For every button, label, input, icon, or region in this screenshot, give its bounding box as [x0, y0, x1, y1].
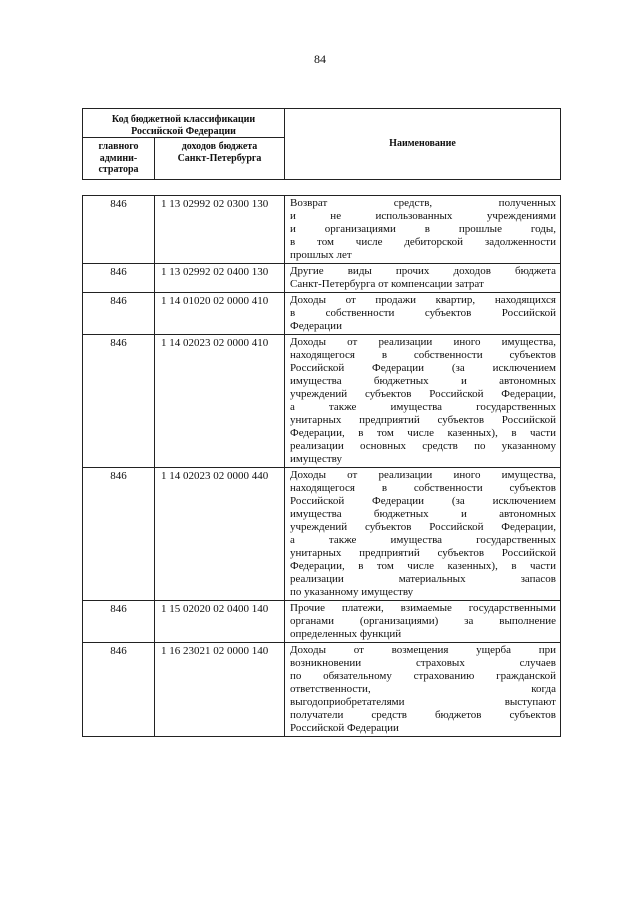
name-line: органами (организациями) за выполнение — [290, 615, 556, 627]
income-code-cell: 1 16 23021 02 0000 140 — [155, 643, 285, 737]
table-row — [83, 468, 561, 601]
admin-code-cell: 846 — [83, 335, 155, 468]
name-line: а также имущества государственных — [290, 401, 556, 413]
admin-code-cell: 846 — [83, 196, 155, 264]
name-line: учреждений субъектов Российской Федерации, — [290, 521, 556, 533]
name-line: Российской Федерации — [290, 722, 399, 734]
name-line: прошлых лет — [290, 249, 352, 261]
name-line: ответственности, когда — [290, 683, 556, 695]
name-line: имущества бюджетных и автономных — [290, 508, 556, 520]
name-line: учреждений субъектов Российской Федерации, — [290, 388, 556, 400]
name-line: возникновении страховых случаев — [290, 657, 556, 669]
income-code-cell: 1 14 01020 02 0000 410 — [155, 293, 285, 335]
name-line: Доходы от продажи квартир, находящихся — [290, 294, 556, 306]
name-line: реализации основных средств по указанному — [290, 440, 556, 452]
header-income-line2: Санкт-Петербурга — [177, 152, 262, 164]
income-code-cell: 1 13 02992 02 0300 130 — [155, 196, 285, 264]
table-row — [83, 264, 561, 293]
income-code-cell: 1 15 02020 02 0400 140 — [155, 601, 285, 643]
header-admin-line3: стратора — [98, 164, 139, 175]
name-cell — [285, 293, 561, 335]
table-header — [82, 108, 561, 180]
name-line: Доходы от реализации иного имущества, — [290, 336, 556, 348]
name-cell — [285, 643, 561, 737]
name-line: Доходы от возмещения ущерба при — [290, 644, 556, 656]
name-line: Другие виды прочих доходов бюджета — [290, 265, 556, 277]
table-row — [83, 335, 561, 468]
name-line: Федерации, в том числе казенных), в части — [290, 560, 556, 572]
name-cell — [285, 264, 561, 293]
name-line: Доходы от реализации иного имущества, — [290, 469, 556, 481]
name-line: находящегося в собственности субъектов — [290, 482, 556, 494]
header-code-group — [83, 109, 285, 138]
income-code-cell: 1 14 02023 02 0000 440 — [155, 468, 285, 601]
name-line: унитарных предприятий субъектов Российской — [290, 547, 556, 559]
name-line: а также имущества государственных — [290, 534, 556, 546]
name-line: Возврат средств, полученных — [290, 197, 556, 209]
name-line: находящегося в собственности субъектов — [290, 349, 556, 361]
table-row — [83, 293, 561, 335]
name-cell — [285, 601, 561, 643]
table-row — [83, 601, 561, 643]
table-body — [82, 195, 561, 737]
name-line: выгодоприобретателями выступают — [290, 696, 556, 708]
name-line: по обязательному страхованию гражданской — [290, 670, 556, 682]
header-income-line1: доходов бюджета — [181, 141, 258, 152]
name-cell — [285, 335, 561, 468]
admin-code-cell: 846 — [83, 468, 155, 601]
admin-code-cell: 846 — [83, 264, 155, 293]
name-line: Прочие платежи, взимаемые государственными — [290, 602, 556, 614]
header-admin-line1: главного — [98, 141, 139, 152]
income-code-cell: 1 13 02992 02 0400 130 — [155, 264, 285, 293]
name-line: в том числе дебиторской задолженности — [290, 236, 556, 248]
name-line: определенных функций — [290, 628, 402, 640]
header-income — [155, 138, 285, 180]
name-line: Российской Федерации (за исключением — [290, 362, 556, 374]
name-cell — [285, 468, 561, 601]
name-line: и не использованных учреждениями — [290, 210, 556, 222]
admin-code-cell: 846 — [83, 601, 155, 643]
name-line: Федерации — [290, 320, 342, 332]
name-line: в собственности субъектов Российской — [290, 307, 556, 319]
name-line: Российской Федерации (за исключением — [290, 495, 556, 507]
name-line: имущества бюджетных и автономных — [290, 375, 556, 387]
header-code-group-line1: Код бюджетной классификации — [111, 114, 256, 125]
admin-code-cell: 846 — [83, 293, 155, 335]
table-row — [83, 643, 561, 737]
page-number: 84 — [314, 52, 326, 66]
table-row — [83, 196, 561, 264]
admin-code-cell: 846 — [83, 643, 155, 737]
header-admin — [83, 138, 155, 180]
name-line: получатели средств бюджетов субъектов — [290, 709, 556, 721]
header-admin-line2: админи- — [99, 152, 138, 164]
header-name: Наименование — [285, 109, 561, 180]
name-line: имуществу — [290, 453, 342, 465]
name-line: Федерации, в том числе казенных), в части — [290, 427, 556, 439]
name-line: реализации материальных запасов — [290, 573, 556, 585]
income-code-cell: 1 14 02023 02 0000 410 — [155, 335, 285, 468]
name-line: Санкт-Петербурга от компенсации затрат — [290, 278, 484, 290]
name-line: по указанному имуществу — [290, 586, 414, 598]
header-code-group-line2: Российской Федерации — [131, 125, 236, 137]
name-line: и организациями в прошлые годы, — [290, 223, 556, 235]
name-cell — [285, 196, 561, 264]
name-line: унитарных предприятий субъектов Российской — [290, 414, 556, 426]
